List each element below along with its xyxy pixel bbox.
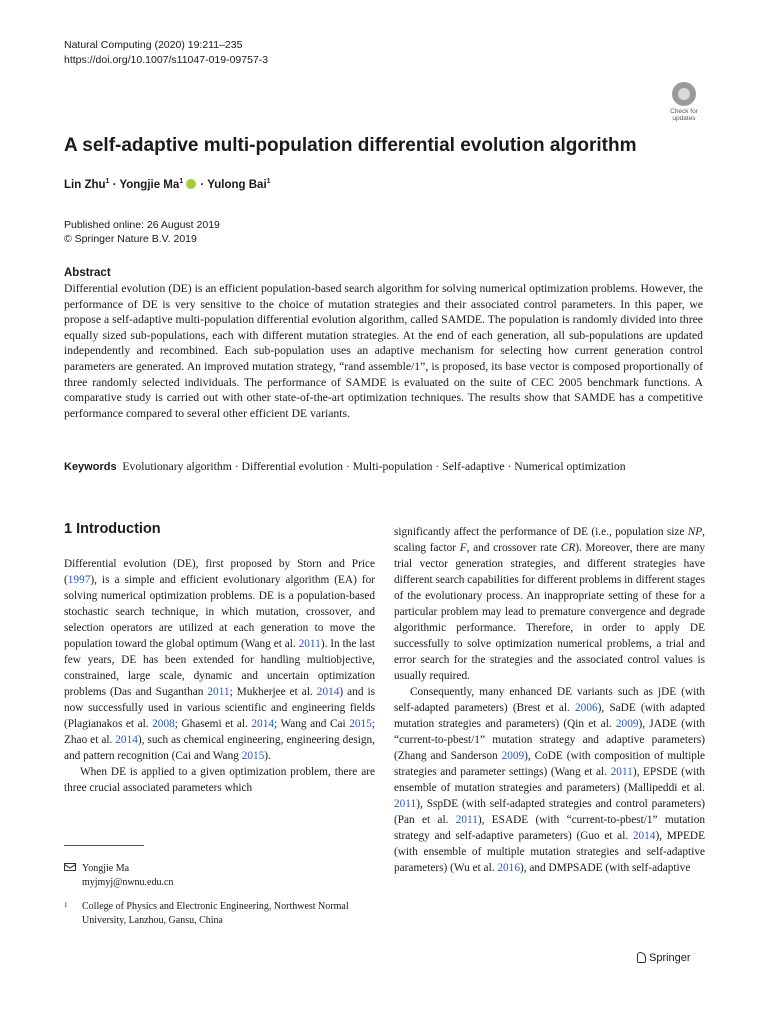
text-run: ), ESADE (with “current-to-pbest/1” mutation strategy and self-adaptive parameters) (Guo et al. [394,814,705,842]
text-run: ), CoDE (with composition of multiple strategies and parameter settings) (Wang et al. [394,750,706,778]
publisher-footer [637,952,691,964]
citation-link[interactable]: 2008 [152,718,175,730]
citation-link[interactable]: 2014 [251,718,274,730]
corresponding-author [64,862,173,890]
keywords [64,460,626,473]
keywords-label: Keywords [64,461,117,473]
text-run: ), SaDE (with adapted mutation strategies and parameters) (Qin et al. [394,702,706,730]
left-column [64,556,375,796]
citation-link[interactable]: 2011 [455,814,478,826]
text-run: ). Moreover, there are many trial vector generation strategies, and different strategies have different search capabilities for different problems in different stages of the evolutionary process. An inappropriate setting of these for a particular problem may lead to premature convergence and degrade algorithmic performance. Therefore, in order to apply DE successfully to solve optimization numerical problems, a trial and error search for the strategies and the associated control values is usually required. [394,542,705,682]
text-run: , and crossover rate [466,542,561,554]
journal-header [64,38,268,68]
copyright: © Springer Nature B.V. 2019 [64,233,197,245]
affiliation-text: College of Physics and Electronic Engineering, Northwest Normal University, Lanzhou, Gansu, China [82,901,349,926]
check-for-updates-badge[interactable] [664,82,704,124]
author-affiliation: 1 [105,178,110,185]
citation-link[interactable]: 2014 [115,734,138,746]
abstract-heading: Abstract [64,267,111,279]
text-run: ; Zhao et al. [64,718,375,746]
citation-link[interactable]: 2014 [632,830,656,842]
crossmark-line1: Check for [670,108,698,115]
paragraph [394,684,705,876]
paper-title: A self-adaptive multi-population differential evolution algorithm [64,135,637,156]
publication-info [64,218,220,246]
abstract-text: Differential evolution (DE) is an efficient population-based search algorithm for solving numerical optimization problems. However, the performance of DE is very sensitive to the choice of mutation strategies and their associated control parameters. In this paper, we propose a self-adaptive multi-population differential evolution algorithm, called SAMDE. The population is randomly divided into three equally sized sub-populations, each with different mutation strategies. At the end of each generation, all sub-populations are updated independently and recombined. Each sub-population uses an adaptive mechanism for selecting how current generation control parameters are generated. An improved mutation strategy, “rand assemble/1”, is proposed, its base vector is composed proportionally of three randomly selected individuals. The performance of SAMDE is evaluated on the suite of CEC 2005 benchmark functions. A comparative study is carried out with other state-of-the-art optimization techniques. The results show that SAMDE has a competitive performance compared to several other efficient DE variants. [64,282,703,420]
citation-link[interactable]: 2014 [316,686,340,698]
citation-link[interactable]: 1997 [67,574,91,586]
envelope-icon [64,863,76,871]
section-heading: 1 Introduction [64,521,161,537]
text-run: ), JADE (with “current-to-pbest/1” mutation strategy and adaptive parameters) (Zhang and Sanderson [394,718,705,762]
author-name: Lin Zhu [64,178,106,191]
italic-symbol: F [459,542,467,554]
text-run: significantly affect the performance of DE (i.e., population size [394,526,688,538]
right-column [394,524,705,876]
citation-link[interactable]: 2015 [349,718,372,730]
citation-link[interactable]: 2011 [207,686,230,698]
doi-link[interactable]: https://doi.org/10.1007/s11047-019-09757-3 [64,54,269,66]
author-name: Yulong Bai [207,178,267,191]
affiliation-number: 1 [64,901,68,909]
citation-link[interactable]: 2016 [497,862,520,874]
text-run: ), such as chemical engineering, engineering design, and pattern recognition (Cai and Wang [64,734,375,762]
citation-link[interactable]: 2015 [241,750,265,762]
springer-horse-icon [637,952,646,963]
italic-symbol: NP [687,526,703,538]
author-name: Yongjie Ma [119,178,180,191]
corresponding-email[interactable]: myjmyj@nwnu.edu.cn [82,877,174,888]
text-run: ), and DMPSADE (with self-adaptive [519,862,691,874]
crossmark-icon [672,82,696,106]
text-run: Differential evolution (DE), first proposed by Storn and Price ( [64,558,375,586]
text-run: ; Mukherjee et al. [229,686,317,698]
text-run: ). In the last few years, DE has been extended for handling multiobjective, constrained, large scale, dynamic and uncertain optimization problems (Das and Suganthan [64,638,375,698]
publisher-name: Springer [649,952,691,964]
orcid-icon[interactable] [186,179,196,189]
text-run: Consequently, many enhanced DE variants such as jDE (with self-adapted parameters) (Brest et al. [394,686,705,714]
journal-citation: Natural Computing (2020) 19:211–235 [64,39,243,51]
citation-link[interactable]: 2011 [610,766,633,778]
keywords-list: Evolutionary algorithm · Differential evolution · Multi-population · Self-adaptive · Numerical optimization [122,460,626,473]
published-date: Published online: 26 August 2019 [64,219,220,231]
text-run: ), MPEDE (with ensemble of multiple mutation strategies and self-adaptive parameters) (Wu et al. [394,830,705,874]
paragraph [64,556,375,764]
affiliation-footnote [64,900,382,928]
author-list [64,178,271,191]
author-separator: · [109,178,120,191]
text-run: ). [264,750,271,762]
crossmark-line2: updates [672,115,696,122]
citation-link[interactable]: 2006 [575,702,598,714]
citation-link[interactable]: 2011 [394,798,417,810]
text-run: ) and is now successfully used in various scientific and engineering fields (Plagianakos et al. [64,686,376,730]
author-separator: · [197,178,208,191]
author-affiliation: 1 [266,178,271,185]
footnote-divider [64,845,144,846]
text-run: ), EPSDE (with ensemble of mutation strategies and parameters) (Mallipeddi et al. [394,766,706,794]
text-run: , scaling factor [394,526,705,554]
italic-symbol: CR [560,542,576,554]
corresponding-name: Yongjie Ma [82,863,130,874]
citation-link[interactable]: 2011 [298,638,321,650]
text-run: ; Wang and Cai [274,718,350,730]
text-run: ), SspDE (with self-adapted strategies and control parameters) (Pan et al. [394,798,705,826]
text-run: ; Ghasemi et al. [174,718,252,730]
paragraph: When DE is applied to a given optimization problem, there are three crucial associated parameters which [64,766,375,794]
text-run: ), is a simple and efficient evolutionary algorithm (EA) for solving numerical optimization problems. DE is a population-based stochastic search technique, in which mutation, crossover, and selection operators are utilized at each generation to move the population toward the global optimum (Wang et al. [64,574,375,650]
author-affiliation: 1 [179,178,184,185]
citation-link[interactable]: 2009 [501,750,525,762]
citation-link[interactable]: 2009 [615,718,639,730]
paragraph [394,524,705,684]
